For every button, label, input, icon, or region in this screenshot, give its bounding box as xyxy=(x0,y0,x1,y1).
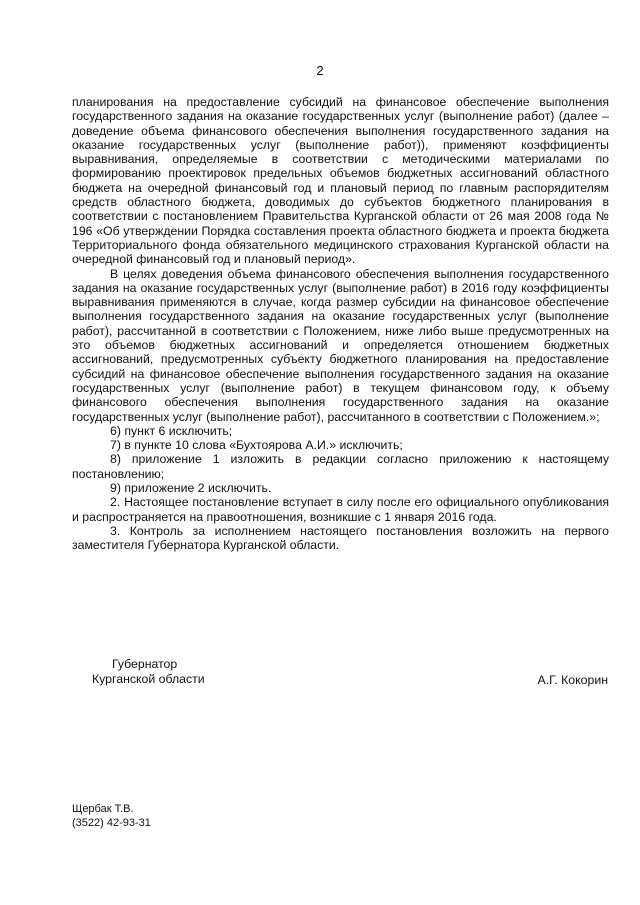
page-number: 2 xyxy=(316,63,324,78)
list-item-9: 9) приложение 2 исключить. xyxy=(110,481,272,496)
signatory-name: А.Г. Кокорин xyxy=(537,673,608,687)
executor-footer xyxy=(72,802,151,830)
signatory-title-line1: Губернатор xyxy=(112,657,178,671)
clause-3: 3. Контроль за исполнением настоящего постановления возложить на первого заместителя Губернатора Курганской области. xyxy=(72,523,609,553)
executor-name: Щербак Т.В. xyxy=(72,803,134,815)
list-item-6: 6) пункт 6 исключить; xyxy=(110,423,233,438)
clause-2: 2. Настоящее постановление вступает в силу после его официального опубликования и распространяется на правоотношения, возникшие с 1 января 2016 года. xyxy=(72,495,609,524)
signatory-title xyxy=(92,657,205,687)
signatory-title-line2: Курганской области xyxy=(92,672,205,686)
document-body xyxy=(72,95,609,553)
list-item-7: 7) в пункте 10 слова «Бухтоярова А.И.» исключить; xyxy=(110,438,403,453)
list-item-8: 8) приложение 1 изложить в редакции согласно приложению к настоящему постановлению; xyxy=(72,452,609,481)
paragraph-1: планирования на предоставление субсидий на финансовое обеспечение выполнения государственного задания на оказание государственных услуг (выполнение работ) (далее – доведение объема финансового обеспечения выполнения государственного задания на оказание государственных услуг (выполнение работ)), применяют коэффициенты выравнивания, определяемые в соответствии с методическими материалами по формированию проектировок предельных объемов бюджетных ассигнований областного бюджета на очередной финансовый год и плановый период по главным распорядителям средств областного бюджета, доводимых до субъектов бюджетного планирования в соответствии с постановлением Правительства Курганской области от 26 мая 2008 года № 196 «Об утверждении Порядка составления проекта областного бюджета и проекта бюджета Территориального фонда обязательного медицинского страхования Курганской области на очередной финансовый год и плановый период». xyxy=(72,95,609,267)
paragraph-2: В целях доведения объема финансового обеспечения выполнения государственного задания на оказание государственных услуг (выполнение работ) в 2016 году коэффициенты выравнивания применяются в случае, когда размер субсидии на финансовое обеспечение выполнения государственного задания на оказание государственных услуг (выполнение работ), рассчитанной в соответствии с Положением, ниже либо выше предусмотренных на это объемов бюджетных ассигнований и определяется отношением бюджетных ассигнований, предусмотренных субъекту бюджетного планирования на предоставление субсидий на финансовое обеспечение выполнения государственного задания на оказание государственных услуг (выполнение работ) в текущем финансовом году, к объему финансового обеспечения выполнения государственного задания на оказание государственных услуг (выполнение работ), рассчитанного в соответствии с Положением.»; xyxy=(72,266,609,424)
executor-phone: (3522) 42-93-31 xyxy=(72,817,151,829)
